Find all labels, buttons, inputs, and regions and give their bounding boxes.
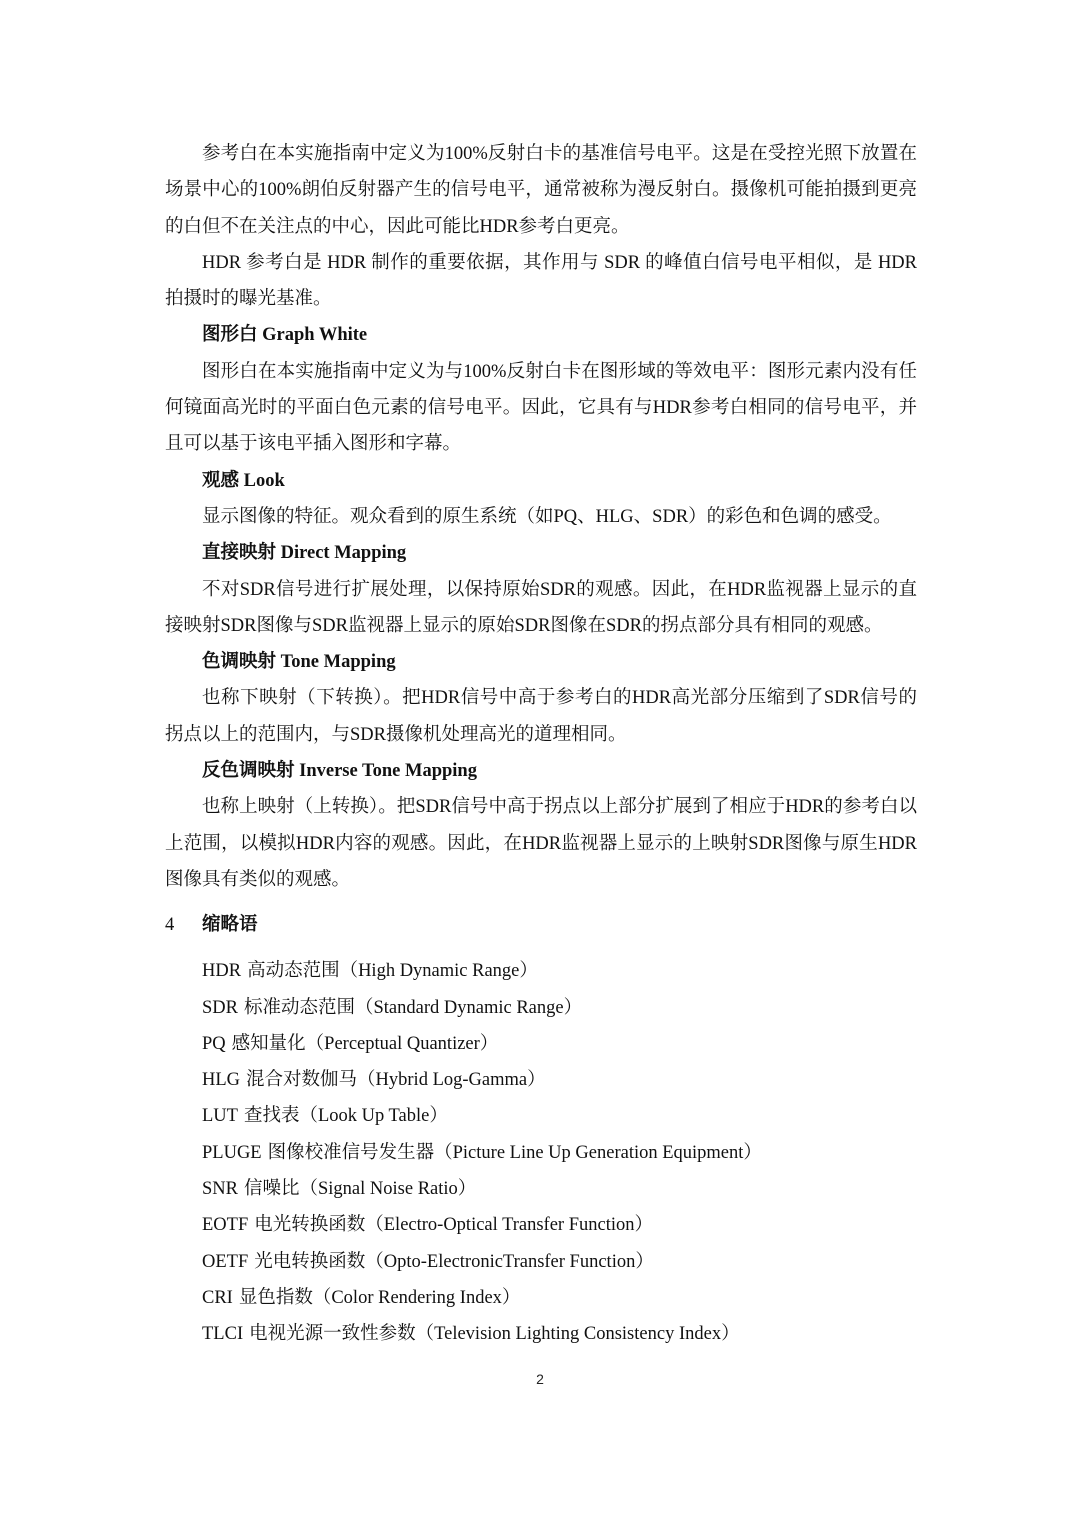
abbreviation-text: 混合对数伽马（Hybrid Log-Gamma） <box>246 1070 546 1091</box>
abbreviation-key: TLCI <box>202 1324 244 1345</box>
abbreviation-item <box>165 1207 917 1243</box>
abbreviation-text: 电视光源一致性参数（Television Lighting Consistency Index） <box>249 1324 740 1345</box>
term-tone-mapping: 色调映射 Tone Mapping <box>202 652 396 673</box>
abbreviation-key: EOTF <box>202 1215 249 1236</box>
abbreviation-item <box>165 1244 917 1280</box>
abbreviation-text: 电光转换函数（Electro-Optical Transfer Function） <box>254 1215 653 1236</box>
definition-paragraph-graph-white: 图形白在本实施指南中定义为与100%反射白卡在图形域的等效电平：图形元素内没有任何镜面高光时的平面白色元素的信号电平。因此，它具有与HDR参考白相同的信号电平，并且可以基于该电平插入图形和字幕。 <box>165 361 917 455</box>
abbreviation-key: LUT <box>202 1106 238 1127</box>
section-title: 缩略语 <box>202 915 258 936</box>
definition-paragraph-inverse-tone-mapping: 也称上映射（上转换）。把SDR信号中高于拐点以上部分扩展到了相应于HDR的参考白以上范围，以模拟HDR内容的观感。因此，在HDR监视器上显示的上映射SDR图像与原生HDR图像具有类似的观感。 <box>165 797 917 890</box>
abbreviation-text: 感知量化（Perceptual Quantizer） <box>231 1033 499 1054</box>
term-look: 观感 Look <box>202 470 285 491</box>
abbreviation-key: PLUGE <box>202 1142 262 1163</box>
abbreviation-text: 信噪比（Signal Noise Ratio） <box>244 1179 477 1200</box>
definition-paragraph-tone-mapping: 也称下映射（下转换）。把HDR信号中高于参考白的HDR高光部分压缩到了SDR信号的拐点以上的范围内，与SDR摄像机处理高光的道理相同。 <box>165 688 917 745</box>
definition-paragraph-look: 显示图像的特征。观众看到的原生系统（如PQ、HLG、SDR）的彩色和色调的感受。 <box>202 506 892 527</box>
abbreviation-item <box>165 1171 917 1207</box>
section-heading-abbreviations <box>165 907 917 943</box>
abbreviation-key: SDR <box>202 997 238 1018</box>
definition-paragraph-direct-mapping: 不对SDR信号进行扩展处理，以保持原始SDR的观感。因此，在HDR监视器上显示的直接映射SDR图像与SDR监视器上显示的原始SDR图像在SDR的拐点部分具有相同的观感。 <box>165 579 917 636</box>
abbreviation-text: 图像校准信号发生器（Picture Line Up Generation Equipment） <box>267 1142 762 1163</box>
abbreviation-text: 光电转换函数（Opto-ElectronicTransfer Function） <box>254 1251 654 1272</box>
term-direct-mapping: 直接映射 Direct Mapping <box>202 543 407 564</box>
term-graph-white: 图形白 Graph White <box>202 325 368 346</box>
abbreviation-key: HDR <box>202 961 242 982</box>
abbreviation-text: 标准动态范围（Standard Dynamic Range） <box>244 997 583 1018</box>
page-number: 2 <box>536 1371 544 1387</box>
abbreviation-item <box>165 990 917 1026</box>
abbreviation-key: PQ <box>202 1033 226 1054</box>
abbreviation-text: 查找表（Look Up Table） <box>243 1106 448 1127</box>
abbreviation-item <box>165 953 917 989</box>
abbreviation-key: CRI <box>202 1287 233 1308</box>
abbreviation-item <box>165 1026 917 1062</box>
abbreviation-key: SNR <box>202 1179 238 1200</box>
abbreviation-key: HLG <box>202 1070 241 1091</box>
abbreviation-item <box>165 1316 917 1352</box>
abbreviation-item <box>165 1135 917 1171</box>
abbreviation-list <box>165 953 917 1352</box>
definition-paragraph-hdr-reference-white: HDR 参考白是 HDR 制作的重要依据，其作用与 SDR 的峰值白信号电平相似，是 HDR 拍摄时的曝光基准。 <box>165 252 917 310</box>
abbreviation-text: 显色指数（Color Rendering Index） <box>238 1287 521 1308</box>
abbreviation-text: 高动态范围（High Dynamic Range） <box>247 961 538 982</box>
definition-paragraph-reference-white: 参考白在本实施指南中定义为100%反射白卡的基准信号电平。这是在受控光照下放置在场景中心的100%朗伯反射器产生的信号电平，通常被称为漫反射白。摄像机可能拍摄到更亮的白但不在关注点的中心，因此可能比HDR参考白更亮。 <box>165 144 917 237</box>
term-inverse-tone-mapping: 反色调映射 Inverse Tone Mapping <box>202 761 477 782</box>
abbreviation-key: OETF <box>202 1251 249 1272</box>
abbreviation-item <box>165 1098 917 1134</box>
abbreviation-item <box>165 1062 917 1098</box>
abbreviation-item <box>165 1280 917 1316</box>
page-content <box>165 136 917 1353</box>
section-number: 4 <box>165 915 175 936</box>
